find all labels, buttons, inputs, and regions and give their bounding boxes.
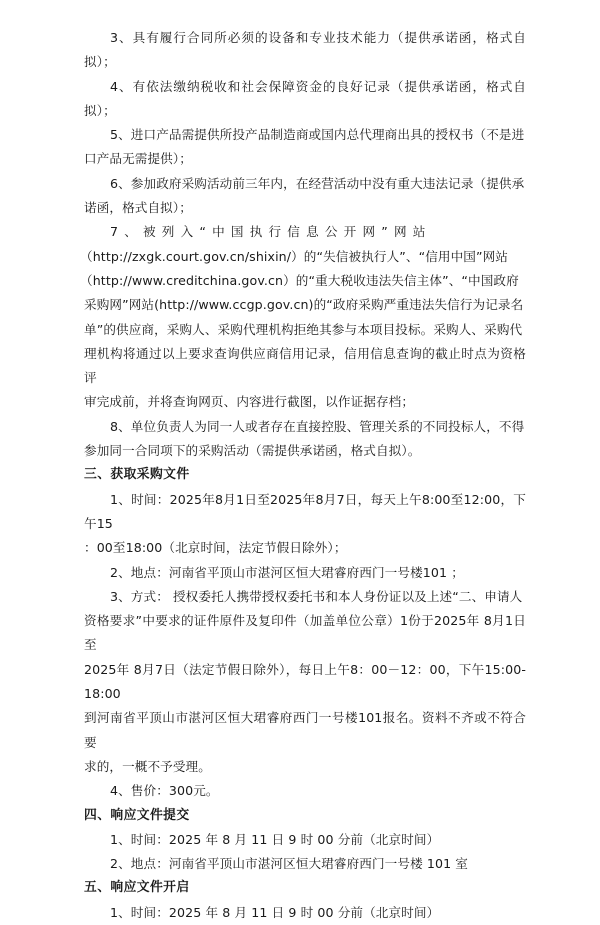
requirement-7-line-2: （http://zxgk.court.gov.cn/shixin/）的“失信被执行人”、“信用中国”网站 — [80, 248, 509, 264]
requirement-6-line-1: 6、参加政府采购活动前三年内，在经营活动中没有重大违法记录（提供承 — [110, 175, 525, 191]
requirement-5-line-2: 口产品无需提供）； — [84, 151, 192, 167]
requirement-3: 3、具有履行合同所必须的设备和专业技术能力（提供承诺函，格式自拟）； — [84, 30, 526, 70]
section-3-time-line-1: 1、时间：2025年8月1日至2025年8月7日，每天上午8:00至12:00，下午15 — [84, 491, 526, 531]
section-3-method-line-3: 2025年 8月7日（法定节假日除外），每日上午8：00－12：00，下午15:00-18:00 — [84, 661, 526, 702]
section-5-heading: 五、响应文件开启 — [84, 880, 190, 896]
requirement-8-line-2: 参加同一合同项下的采购活动（需提供承诺函，格式自拟）。 — [84, 443, 421, 459]
requirement-7-line-7: 审完成前，并将查询网页、内容进行截图，以作证据存档； — [84, 394, 415, 410]
requirement-7-line-4: 采购网”网站(http://www.ccgp.gov.cn)的“政府采购严重违法失信行为记录名 — [84, 297, 524, 313]
section-4-time: 1、时间：2025 年 8 月 11 日 9 时 00 分前（北京时间） — [110, 831, 440, 847]
section-3-heading: 三、获取采购文件 — [84, 467, 190, 483]
requirement-5-line-1: 5、进口产品需提供所投产品制造商或国内总代理商出具的授权书（不是进 — [110, 127, 525, 143]
requirement-7-line-1: 7、被列入“中国执行信息公开网”网站 — [110, 224, 432, 240]
section-3-method-line-5: 求的，一概不予受理。 — [84, 758, 211, 774]
section-3-method-line-1: 3、方式： 授权委托人携带授权委托书和本人身份证以及上述“二、申请人 — [110, 588, 523, 604]
section-4-heading: 四、响应文件提交 — [84, 807, 190, 823]
section-3-price: 4、售价：300元。 — [110, 783, 219, 799]
section-5-time: 1、时间：2025 年 8 月 11 日 9 时 00 分前（北京时间） — [110, 904, 440, 920]
section-3-method-line-2: 资格要求”中要求的证件原件及复印件（加盖单位公章）1份于2025年 8月1日至 — [84, 613, 526, 653]
section-3-location: 2、地点：河南省平顶山市湛河区恒大珺睿府西门一号楼101 ； — [110, 564, 464, 580]
requirement-8-line-1: 8、单位负责人为同一人或者存在直接控股、管理关系的不同投标人，不得 — [110, 418, 525, 434]
requirement-4: 4、有依法缴纳税收和社会保障资金的良好记录（提供承诺函，格式自拟）； — [84, 78, 526, 118]
section-3-method-line-4: 到河南省平顶山市湛河区恒大珺睿府西门一号楼101报名。资料不齐或不符合要 — [84, 710, 526, 750]
requirement-7-line-3: （http://www.creditchina.gov.cn）的“重大税收违法失信主体”、“中国政府 — [80, 272, 519, 288]
requirement-7-line-5: 单”的供应商，采购人、采购代理机构拒绝其参与本项目投标。采购人、采购代 — [84, 321, 523, 337]
requirement-7-line-6: 理机构将通过以上要求查询供应商信用记录，信用信息查询的截止时点为资格评 — [84, 345, 526, 386]
section-4-location: 2、地点：河南省平顶山市湛河区恒大珺睿府西门一号楼 101 室 — [110, 856, 468, 872]
section-3-time-line-2: ：00至18:00（北京时间，法定节假日除外）； — [84, 540, 347, 556]
requirement-6-line-2: 诺函，格式自拟）； — [84, 200, 192, 216]
